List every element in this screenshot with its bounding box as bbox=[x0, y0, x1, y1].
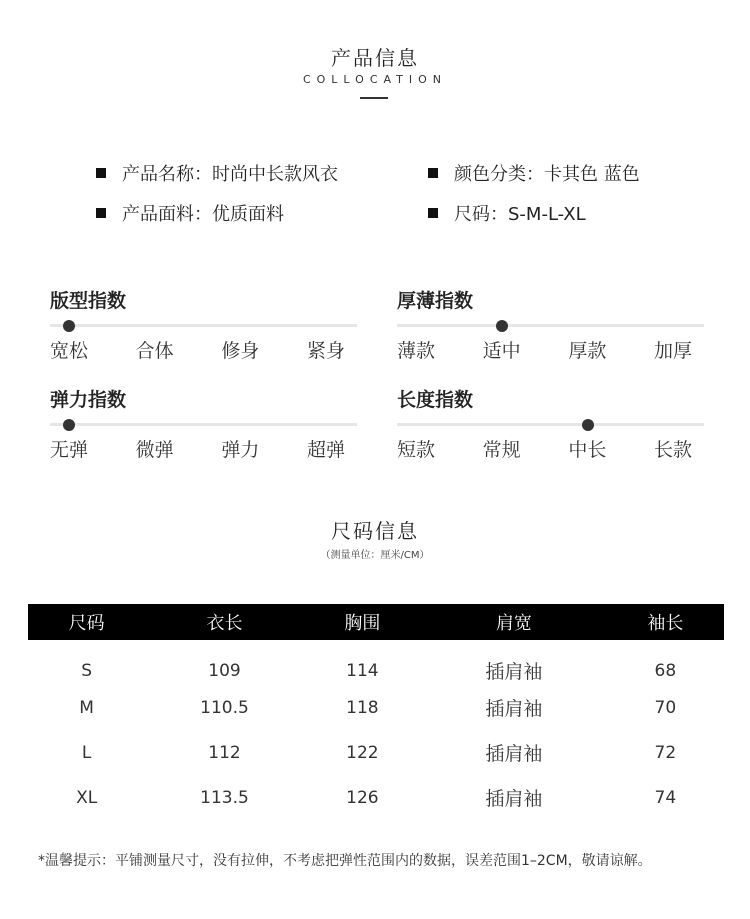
square-bullet-icon bbox=[428, 168, 438, 178]
elasticity-option: 微弹 bbox=[135, 439, 174, 461]
cell-chest: 126 bbox=[346, 787, 379, 808]
elasticity-index-track bbox=[50, 423, 357, 426]
cell-size: M bbox=[79, 697, 94, 718]
length-option: 短款 bbox=[397, 439, 436, 461]
cell-shoulder: 插肩袖 bbox=[485, 743, 543, 765]
table-row bbox=[28, 775, 724, 820]
cell-sleeve: 74 bbox=[654, 787, 677, 808]
thickness-option: 薄款 bbox=[397, 340, 436, 362]
cell-shoulder: 插肩袖 bbox=[485, 661, 543, 683]
info-color bbox=[428, 160, 640, 186]
header-chest: 胸围 bbox=[344, 613, 381, 634]
fit-option: 宽松 bbox=[50, 340, 89, 362]
info-label: 颜色分类： bbox=[454, 164, 544, 185]
thickness-index-marker bbox=[496, 320, 508, 332]
section-subtitle: COLLOCATION bbox=[302, 73, 448, 86]
cell-size: S bbox=[81, 660, 93, 681]
elasticity-index-marker bbox=[63, 419, 75, 431]
square-bullet-icon bbox=[96, 208, 106, 218]
header-size: 尺码 bbox=[68, 613, 105, 634]
table-row bbox=[28, 685, 724, 730]
cell-length: 110.5 bbox=[200, 697, 249, 718]
fit-option: 修身 bbox=[221, 340, 260, 362]
cell-chest: 122 bbox=[346, 742, 379, 763]
info-value: S-M-L-XL bbox=[508, 204, 586, 225]
cell-length: 112 bbox=[208, 742, 241, 763]
length-index-marker bbox=[582, 419, 594, 431]
thickness-index-title: 厚薄指数 bbox=[397, 290, 474, 312]
info-label: 产品名称： bbox=[122, 164, 212, 185]
table-row bbox=[28, 640, 724, 685]
fit-index-marker bbox=[63, 320, 75, 332]
thickness-option: 适中 bbox=[482, 340, 521, 362]
cell-size: L bbox=[81, 742, 92, 763]
cell-sleeve: 68 bbox=[654, 660, 677, 681]
cell-chest: 114 bbox=[346, 660, 379, 681]
elasticity-index-title: 弹力指数 bbox=[50, 389, 127, 411]
elasticity-option: 超弹 bbox=[306, 439, 345, 461]
title-divider bbox=[360, 97, 388, 99]
header-shoulder: 肩宽 bbox=[495, 613, 532, 634]
length-option: 中长 bbox=[568, 439, 607, 461]
fit-option: 合体 bbox=[135, 340, 174, 362]
cell-chest: 118 bbox=[346, 697, 379, 718]
length-index-options bbox=[397, 435, 692, 462]
info-fabric bbox=[96, 200, 284, 226]
info-value: 时尚中长款风衣 bbox=[212, 164, 338, 185]
cell-shoulder: 插肩袖 bbox=[485, 788, 543, 810]
thickness-option: 厚款 bbox=[568, 340, 607, 362]
table-header-row bbox=[28, 604, 724, 640]
table-row bbox=[28, 730, 724, 775]
fit-index-track bbox=[50, 324, 357, 327]
thickness-option: 加厚 bbox=[653, 340, 692, 362]
square-bullet-icon bbox=[96, 168, 106, 178]
length-index-track bbox=[397, 423, 704, 426]
cell-length: 113.5 bbox=[200, 787, 249, 808]
section-title-size-info: 尺码信息 bbox=[331, 519, 419, 543]
thickness-index-options bbox=[397, 336, 692, 363]
info-label: 尺码： bbox=[454, 204, 508, 225]
fit-index-title: 版型指数 bbox=[50, 290, 127, 312]
measurement-unit: （测量单位：厘米/CM） bbox=[320, 550, 430, 561]
section-title-product-info: 产品信息 bbox=[331, 46, 419, 70]
elasticity-option: 无弹 bbox=[50, 439, 89, 461]
square-bullet-icon bbox=[428, 208, 438, 218]
info-value: 优质面料 bbox=[212, 204, 284, 225]
header-sleeve: 袖长 bbox=[647, 613, 684, 634]
size-table bbox=[28, 604, 724, 820]
info-label: 产品面料： bbox=[122, 204, 212, 225]
info-value: 卡其色 蓝色 bbox=[544, 164, 640, 185]
info-size bbox=[428, 200, 586, 226]
length-option: 常规 bbox=[482, 439, 521, 461]
info-product-name bbox=[96, 160, 338, 186]
fit-index-options bbox=[50, 336, 345, 363]
cell-sleeve: 72 bbox=[654, 742, 677, 763]
cell-shoulder: 插肩袖 bbox=[485, 698, 543, 720]
measurement-note: *温馨提示：平铺测量尺寸，没有拉伸，不考虑把弹性范围内的数据，误差范围1–2CM，敬请谅解。 bbox=[38, 853, 652, 869]
cell-sleeve: 70 bbox=[654, 697, 677, 718]
cell-size: XL bbox=[76, 787, 98, 808]
length-option: 长款 bbox=[653, 439, 692, 461]
length-index-title: 长度指数 bbox=[397, 389, 474, 411]
header-length: 衣长 bbox=[206, 613, 243, 634]
cell-length: 109 bbox=[208, 660, 241, 681]
elasticity-option: 弹力 bbox=[221, 439, 260, 461]
thickness-index-track bbox=[397, 324, 704, 327]
fit-option: 紧身 bbox=[306, 340, 345, 362]
elasticity-index-options bbox=[50, 435, 345, 462]
